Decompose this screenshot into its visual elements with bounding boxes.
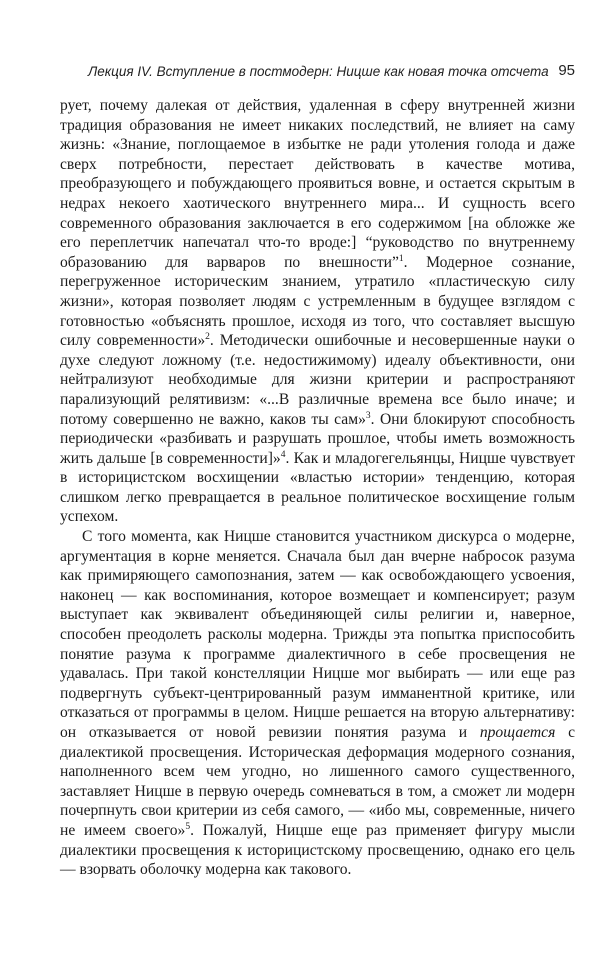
text-run: . Как и младогегельянцы, Ницше чувствует в историцистском восхищении «властью истории» тенденцию, которая слишком легко превращается в реальное политическое восхищение голым успехом.	[60, 449, 575, 526]
text-run: с диалектикой просвещения. Историческая деформация модерного сознания, наполненного всем чем угодно, но лишенного самого существенного, заставляет Ницше в первую очередь сомневаться в том, а сможет ли модерн почерпнуть свои критерии из себя самого, — «ибо мы, современные, ничего не имеем своего»	[60, 724, 575, 839]
running-header	[88, 62, 575, 84]
text-run: . Методически ошибочные и несовершенные науки о духе следуют ложному (т.е. недостижимому) идеалу объективности, они нейтрализуют необходимые для жизни критерии и распространяют парализующий релятивизм: «...В различные времена все было иначе; и потому совершенно не важно, каков ты сам»	[60, 332, 575, 428]
emphasis: прощается	[479, 724, 556, 741]
paragraph-2	[60, 527, 575, 880]
page-number: 95	[558, 62, 575, 79]
footnote-ref-1: 1	[398, 253, 404, 264]
text-run: С того момента, как Ницше становится участником дискурса о модерне, аргументация в корне меняется. Сначала был дан вчерне набросок разума как примиряющего самопознания, затем — как освобождающего усвоения, наконец — как воспоминания, которое возмещает и компенсирует; разум выступает как эквивалент объединяющей силы религии и, наверное, способен преодолеть расколы модерна. Трижды эта попытка приспособить понятие разума к программе диалектичного в себе просвещения не удавалась. При такой констелляции Ницше мог выбирать — или еще раз подвергнуть субъект-центрированный разум имманентной критике, или отказаться от программы в целом. Ницше решается на вторую альтернативу: он отказывается от новой ревизии понятия разума и	[60, 528, 575, 741]
footnote-ref-4: 4	[280, 449, 286, 460]
text-run: . Пожалуй, Ницше еще раз применяет фигуру мысли диалектики просвещения к историцистскому просвещению, однако его цель — взорвать оболочку модерна как такового.	[60, 821, 575, 879]
text-run: . Модерное сознание, перегруженное историческим знанием, утратило «пластическую силу жизни», которая позволяет людям с устремленным в будущее взглядом с готовностью «объяснять прошлое, исходя из того, что составляет высшую силу современности»	[60, 253, 575, 350]
running-title: Лекция IV. Вступление в постмодерн: Ницше как новая точка отсчета	[88, 64, 549, 79]
text-run: рует, почему далекая от действия, удаленная в сферу внутренней жизни традиция образования не имеет никаких последствий, не влияет на саму жизнь: «Знание, поглощаемое в избытке не ради утоления голода и даже сверх потребности, перестает действовать в качестве мотива, преобразующего и побуждающего проявиться вовне, и остается скрытым в недрах некоего хаотического внутреннего мира... И сущность всего современного образования заключается в его содержимом [на обложке же его переплетчик напечатал что-то вроде:] “руководство по внутреннему образованию для варваров по внешности”	[60, 97, 575, 271]
footnote-ref-3: 3	[365, 410, 371, 421]
text-run: . Они блокируют способность периодически «разбивать и разрушать прошлое, чтобы иметь возможность жить дальше [в современности]»	[60, 410, 575, 467]
footnote-ref-2: 2	[205, 331, 210, 342]
body-text	[60, 96, 575, 880]
footnote-ref-5: 5	[185, 821, 191, 832]
paragraph-1	[60, 96, 575, 527]
